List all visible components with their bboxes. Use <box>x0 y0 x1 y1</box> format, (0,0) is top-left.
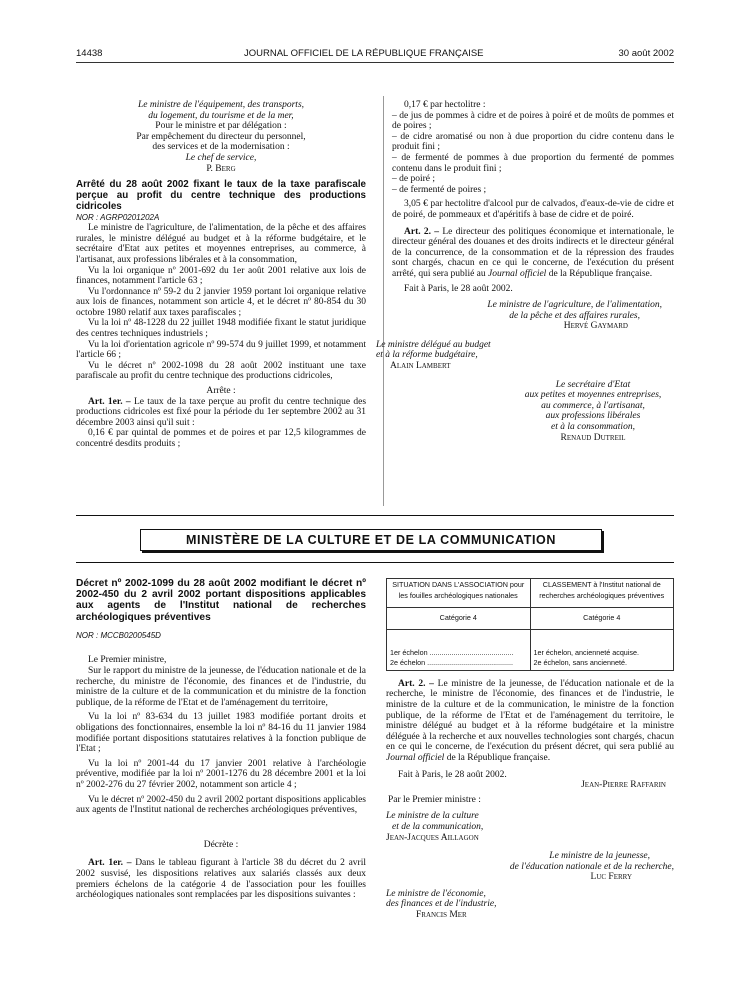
signature-culture: Le ministre de la culture et de la communication, Jean-Jacques Aillagon <box>386 811 484 843</box>
paragraph: Vu la loi nº 48-1228 du 22 juillet 1948 modifiée fixant le statut juridique des centres techniques industriels ; <box>76 318 366 340</box>
paragraph: Vu la loi d'orientation agricole nº 99-574 du 9 juillet 1999, et notamment l'article 66 ; <box>76 339 366 361</box>
list-item: – de fermenté de poires ; <box>392 184 487 195</box>
upper-right-column <box>376 100 675 443</box>
intro: Le Premier ministre, <box>88 655 167 666</box>
article-1: Art. 1er. – Le taux de la taxe perçue au profit du centre technique des productions cidricoles est fixé pour la période du 1er septembre 2002 au 31 décembre 2003 ainsi qu'il suit : <box>76 396 367 428</box>
section-rule-bottom <box>76 562 674 563</box>
paragraph: Vu l'ordonnance nº 59-2 du 2 janvier 1959 portant loi organique relative aux lois de finances, notamment son article 4, et le décret nº 80-854 du 30 octobre 1980 relatif aux taxes parafiscales ; <box>76 286 366 318</box>
list-item: – de jus de pommes à cidre et de poires à poiré et de moûts de pommes et de poires ; <box>392 110 674 132</box>
signature-agriculture: Le ministre de l'agriculture, de l'alimentation, de la pêche et des affaires rurales, Hervé Gaymard <box>487 300 662 332</box>
nor-reference: NOR : MCCB0200545D <box>76 630 161 640</box>
sig-name: P. Berg <box>206 163 236 174</box>
page-number: 14438 <box>76 48 103 59</box>
fait-a-paris: Fait à Paris, le 28 août 2002. <box>404 283 513 294</box>
list-item: – de poiré ; <box>392 174 436 185</box>
paragraph: Vu le décret nº 2002-1098 du 28 août 2002 instituant une taxe parafiscale au profit du centre technique des productions cidricoles, <box>76 360 366 382</box>
par-premier-ministre: Par le Premier ministre : <box>388 794 481 805</box>
paragraph: Vu le décret nº 2002-450 du 2 avril 2002 portant dispositions applicables aux agents de l'Institut national de recherches archéologiques préventives, <box>76 794 366 816</box>
table-cell: 1er échelon, ancienneté acquise. 2e échelon, sans ancienneté. <box>530 629 674 670</box>
paragraph: Sur le rapport du ministre de la jeunesse, de l'éducation nationale et de la recherche, du ministre de l'économie, des finances et de l'industrie, du ministre de la culture et de la communication et du ministre de la fonction publique, de la réforme de l'Etat et de l'aménagement du territoire, <box>76 666 366 708</box>
rate-line: 0,17 € par hectolitre : <box>404 100 486 110</box>
lower-right-column <box>386 578 674 921</box>
arrete-title: Arrêté du 28 août 2002 fixant le taux de la taxe parafiscale perçue au profit du centre technique des productions cidricoles <box>76 179 366 212</box>
sig-line: Le ministre de l'équipement, des transports, <box>137 100 305 110</box>
decret-title: Décret nº 2002-1099 du 28 août 2002 modifiant le décret nº 2002-450 du 2 avril 2002 portant dispositions applicables aux agents de l'Institut national de recherches archéologiques préventives <box>76 578 366 623</box>
table-header-left: SITUATION DANS L'ASSOCIATION pour les fouilles archéologiques nationales <box>387 579 531 608</box>
article-2: Art. 2. – Le directeur des politiques économique et internationale, le directeur général des douanes et des droits indirects et le directeur général de la concurrence, de la consommation et de la répression des fraudes sont chargés, chacun en ce qui le concerne, de l'exécution du présent arrêté, qui sera publié au Journal officiel de la République française. <box>392 226 675 279</box>
sig-line: du logement, du tourisme et de la mer, <box>148 110 294 121</box>
section-rule-top <box>76 515 674 516</box>
list-item: – de fermenté de pommes à due proportion du fermenté de pommes contenu dans le produit fini ; <box>392 152 674 174</box>
decrete-word: Décrète : <box>203 839 239 850</box>
signature-jeunesse: Le ministre de la jeunesse, de l'éducation nationale et de la recherche, Luc Ferry <box>509 851 674 883</box>
nor-reference: NOR : AGRP0201202A <box>76 212 160 222</box>
paragraph: Vu la loi organique nº 2001-692 du 1er août 2001 relative aux lois de finances, notamment l'article 63 ; <box>76 265 366 287</box>
table-header-right: CLASSEMENT à l'Institut national de recherches archéologiques préventives <box>530 579 674 608</box>
paragraph: Vu la loi nº 83-634 du 13 juillet 1983 modifiée portant droits et obligations des fonctionnaires, ensemble la loi nº 84-16 du 11 janvier 1984 modifiée portant dispositions statutaires relatives à la fonction publique de l'Etat ; <box>76 712 366 755</box>
classification-table <box>386 578 674 671</box>
pm-signature: Jean-Pierre Raffarin <box>581 780 666 791</box>
table-cell: 1er échelon .......................................... 2e échelon ........................................... <box>387 629 531 670</box>
signature-pme: Le secrétaire d'Etat aux petites et moyennes entreprises, au commerce, à l'artisanat, aux professions libérales et à la consommation, Renaud Dutreil <box>524 379 662 443</box>
signature-economie: Le ministre de l'économie, des finances et de l'industrie, Francis Mer <box>386 888 497 921</box>
sig-line: Par empêchement du directeur du personnel, <box>136 131 306 142</box>
column-rule <box>383 96 384 506</box>
header-rule <box>76 62 674 63</box>
paragraph: Le ministre de l'agriculture, de l'alimentation, de la pêche et des affaires rurales, le ministre délégué au budget et à la réforme budgétaire, et le secrétaire d'Etat aux petites et moyennes entreprises, au commerce, à l'artisanat, aux professions libérales et à la consommation, <box>76 223 366 265</box>
sig-line: Pour le ministre et par délégation : <box>155 121 287 132</box>
paragraph: Vu la loi nº 2001-44 du 17 janvier 2001 relative à l'archéologie préventive, modifiée par la loi nº 2001-1276 du 28 décembre 2001 et la loi nº 2002-276 du 27 février 2002, notamment son article 4 ; <box>76 758 366 790</box>
arrete-word: Arrête : <box>206 386 236 397</box>
fait-a-paris: Fait à Paris, le 28 août 2002. <box>398 769 507 780</box>
lower-left-column <box>76 578 366 901</box>
table-category-left: Catégorie 4 <box>387 608 531 630</box>
signature-budget: Le ministre délégué au budget et à la réforme budgétaire, Alain Lambert <box>376 339 491 372</box>
table-category-right: Catégorie 4 <box>530 608 674 630</box>
article-1: Art. 1er. – Dans le tableau figurant à l'article 38 du décret du 2 avril 2002 susvisé, les dispositions relatives aux salariés classés aux deux premiers échelons de la catégorie 4 de l'association pour les fouilles archéologiques nationales sont remplacées par les dispositions suivantes : <box>76 858 367 901</box>
journal-title: JOURNAL OFFICIEL DE LA RÉPUBLIQUE FRANÇAISE <box>244 48 484 59</box>
issue-date: 30 août 2002 <box>618 48 674 59</box>
article-2: Art. 2. – Le ministre de la jeunesse, de l'éducation nationale et de la recherche, le ministre de l'économie, des finances et de l'industrie, le ministre de la culture et de la communication, le ministre de la fonction publique, de la réforme de l'Etat et de l'aménagement du territoire, le ministre délégué au budget et à la réforme budgétaire et la ministre déléguée à la recherche et aux nouvelles technologies sont chargés, chacun en ce qui le concerne, de l'exécution du présent décret, qui sera publié au Journal officiel de la République française. <box>386 678 675 763</box>
upper-left-column <box>76 100 366 450</box>
list-item: – de cidre aromatisé ou non à due proportion du cidre contenu dans le produit fini ; <box>392 131 674 153</box>
sig-line: des services et de la modernisation : <box>152 142 290 153</box>
rate-line-2: 3,05 € par hectolitre d'alcool pur de calvados, d'eaux-de-vie de cidre et de poiré, de pommeaux et d'apéritifs à base de cidre et de poiré. <box>392 199 674 220</box>
ministry-banner: MINISTÈRE DE LA CULTURE ET DE LA COMMUNICATION <box>140 529 602 551</box>
article-1-tail: 0,16 € par quintal de pommes et de poires et par 12,5 kilogrammes de concentré desdits produits ; <box>76 428 366 450</box>
sig-line: Le chef de service, <box>185 152 257 163</box>
